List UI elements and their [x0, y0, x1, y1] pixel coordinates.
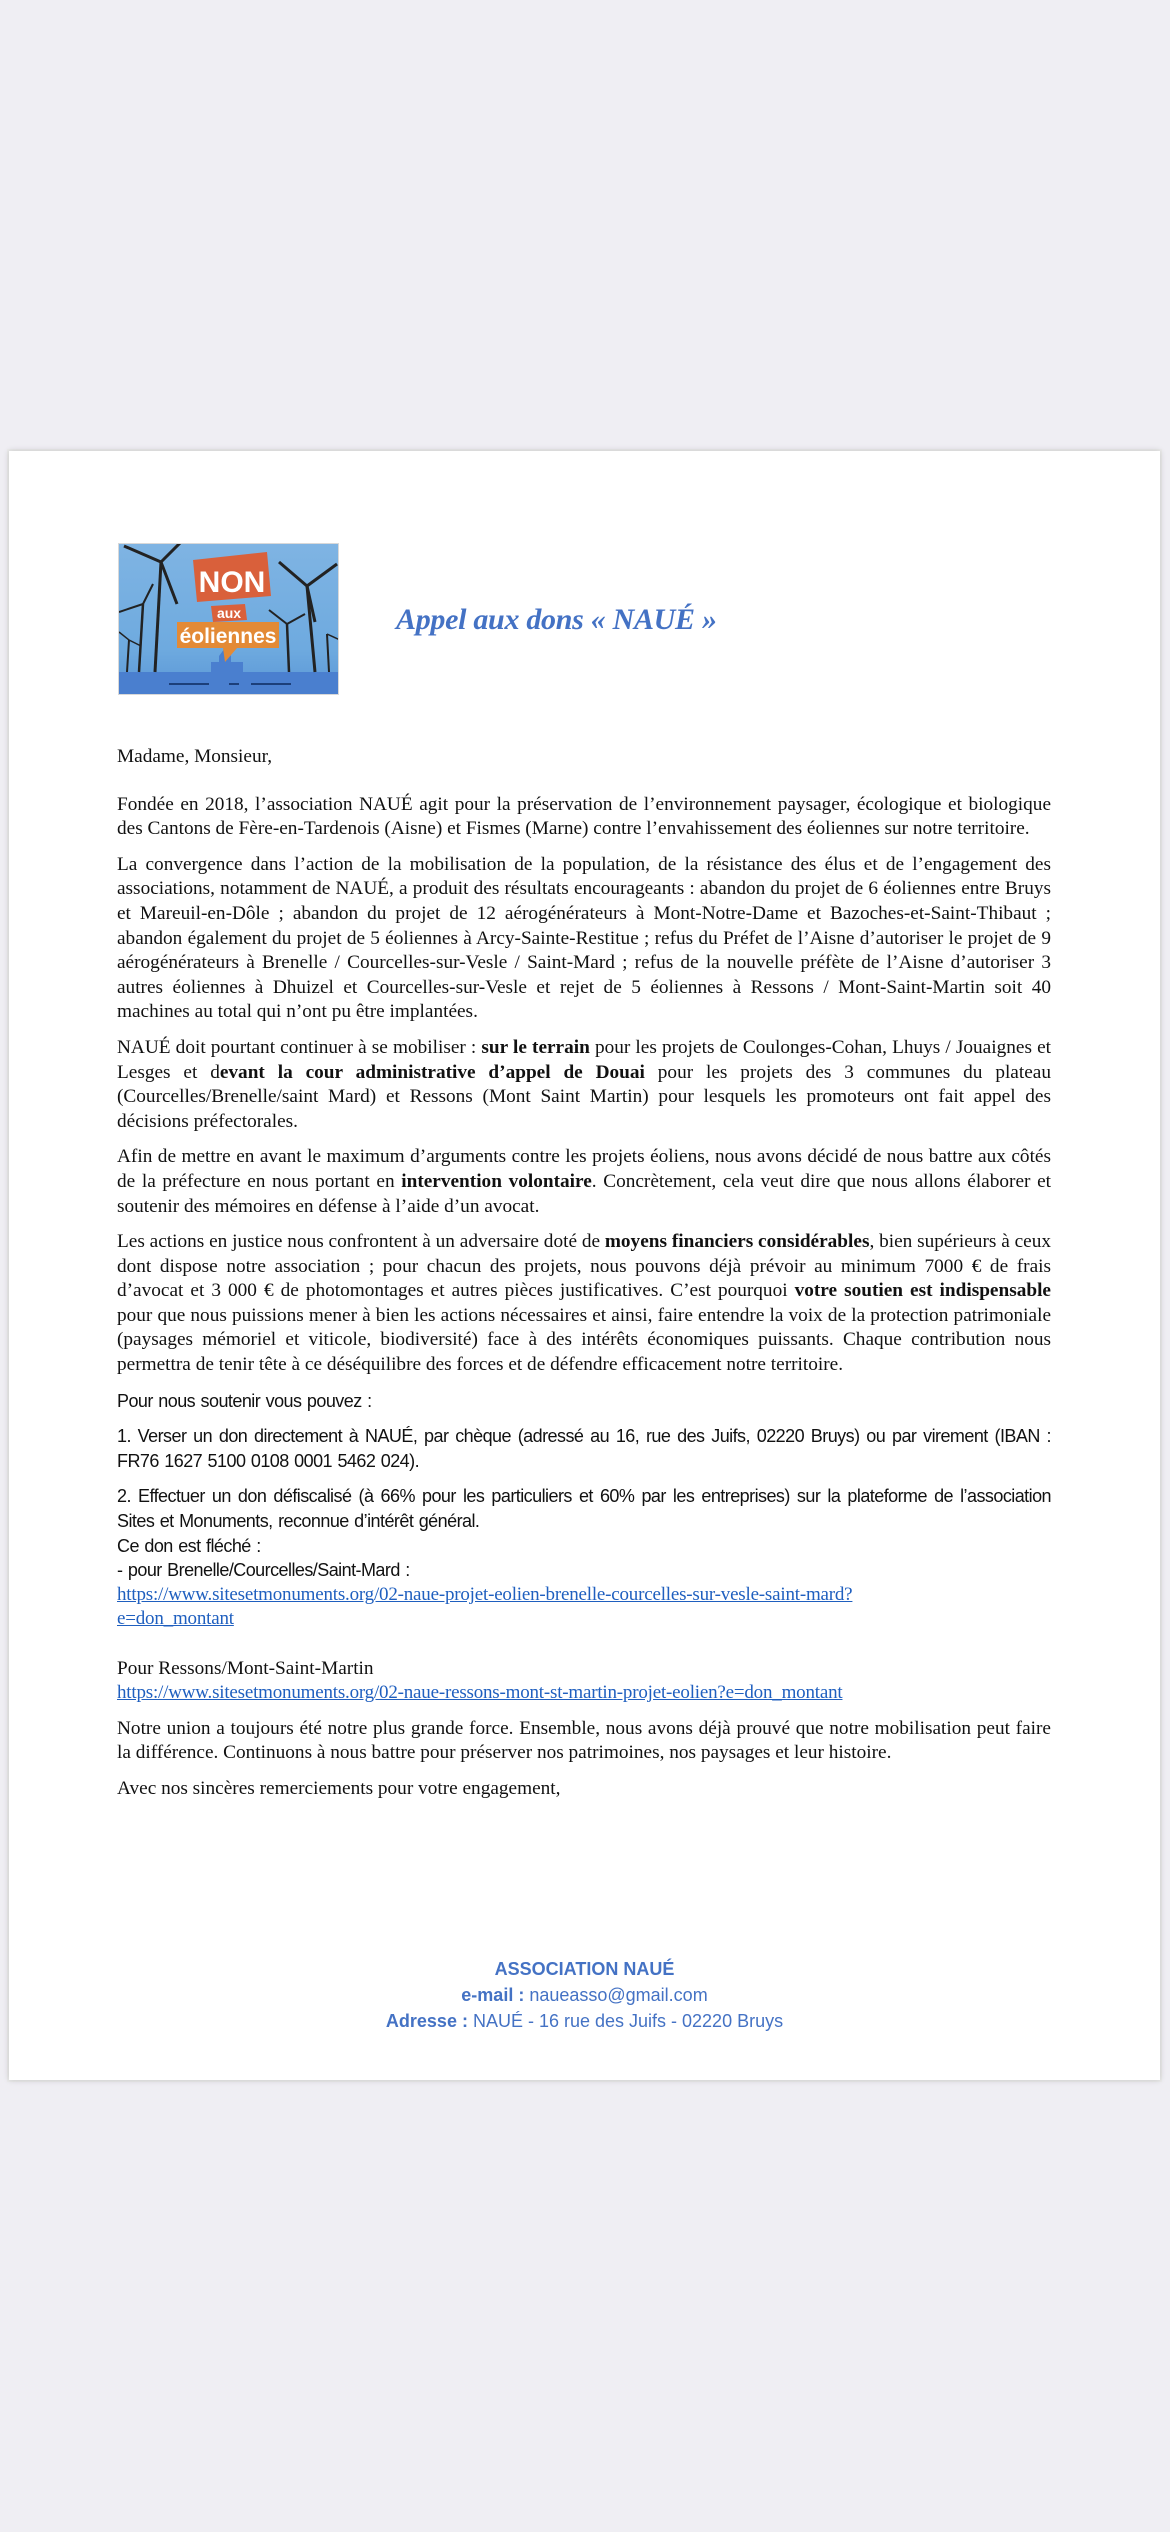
directed-label: Ce don est fléché :	[117, 1535, 261, 1556]
email-address[interactable]: naueasso@gmail.com	[524, 1985, 708, 2005]
paragraph-financial-needs: Les actions en justice nous confrontent à un adversaire doté de moyens financiers considérables, bien supérieurs à ceux dont dispose notre association ; pour chacun des projets, nous pouvons déjà prévoir au minimum 7000 € de frais d’avocat et 3 000 € de photomontages et autres pièces justificatives. C’est pourquoi votre soutien est indispensable pour que nous puissions mener à bien les actions nécessaires et ainsi, faire entendre la voix de la protection patrimoniale (paysages mémoriel et viticole, biodiversité) face à des intérêts économiques puissants. Chaque contribution nous permettra de tenir tête à ce déséquilibre des forces et de défendre efficacement notre territoire.	[117, 1231, 1051, 1376]
support-option-defiscalise-text: 2. Effectuer un don défiscalisé (à 66% pour les particuliers et 60% par les entreprises) sur la plateforme de l’association Sites et Monuments, reconnue d’intérêt général.	[117, 1486, 1051, 1532]
brenelle-donation-link[interactable]: https://www.sitesetmonuments.org/02-naue-projet-eolien-brenelle-courcelles-sur-vesle-saint-mard? e=don_montant	[117, 1583, 853, 1630]
svg-text:aux: aux	[216, 605, 242, 621]
footer-address: Adresse : NAUÉ - 16 rue des Juifs - 02220 Bruys	[385, 2011, 784, 2031]
letter-header	[118, 543, 1058, 695]
letter-footer	[9, 1956, 1160, 2034]
support-intro: Pour nous soutenir vous pouvez :	[117, 1390, 372, 1411]
svg-text:éoliennes: éoliennes	[179, 625, 277, 648]
signoff: Avec nos sincères remerciements pour votre engagement,	[117, 1777, 561, 1799]
support-option-defiscalise	[117, 1484, 1051, 1705]
footer-email: e-mail : naueasso@gmail.com	[461, 1985, 708, 2005]
paragraph-mobilisation: NAUÉ doit pourtant continuer à se mobiliser : sur le terrain pour les projets de Coulonges-Cohan, Lhuys / Jouaignes et Lesges et devant la cour administrative d’appel de Douai pour les projets des 3 communes du plateau (Courcelles/Brenelle/saint Mard) et Ressons (Mont Saint Martin) pour lesquels les promoteurs ont fait appel des décisions préfectorales.	[117, 1036, 1051, 1132]
paragraph-intervention: Afin de mettre en avant le maximum d’arguments contre les projets éoliens, nous avons décidé de nous battre aux côtés de la préfecture en nous portant en intervention volontaire. Concrètement, cela veut dire que nous allons élaborer et soutenir des mémoires en défense à l’aide d’un avocat.	[117, 1146, 1051, 1217]
wind-turbine-protest-logo-icon	[119, 544, 339, 695]
paragraph-results: La convergence dans l’action de la mobilisation de la population, de la résistance des élus et de l’engagement des associations, notamment de NAUÉ, a produit des résultats encourageants : abandon du projet de 6 éoliennes entre Bruys et Mareuil-en-Dôle ; abandon du projet de 12 aérogénérateurs à Mont-Notre-Dame et Bazoches-et-Saint-Thibaut ; abandon également du projet de 5 éoliennes à Arcy-Sainte-Restitue ; refus du Préfet de l’Aisne d’autoriser le projet de 9 aérogénérateurs à Brenelle / Courcelles-sur-Vesle / Saint-Mard ; refus de la nouvelle préfète de l’Aisne d’autoriser 3 autres éoliennes à Dhuizel et Courcelles-sur-Vesle et rejet de 5 éoliennes à Ressons / Mont-Saint-Martin soit 40 machines au total qui n’ont pu être implantées.	[117, 853, 1051, 1023]
document-page	[9, 451, 1160, 2080]
svg-text:NON: NON	[198, 566, 266, 599]
ressons-label: Pour Ressons/Mont-Saint-Martin	[117, 1657, 374, 1679]
spacer	[117, 1632, 1051, 1657]
greeting: Madame, Monsieur,	[117, 746, 273, 767]
footer-org-name: ASSOCIATION NAUÉ	[494, 1959, 675, 1979]
brenelle-label: - pour Brenelle/Courcelles/Saint-Mard :	[117, 1560, 410, 1581]
non-aux-eoliennes-logo	[118, 543, 339, 695]
ressons-donation-link[interactable]: https://www.sitesetmonuments.org/02-naue-ressons-mont-st-martin-projet-eolien?e=don_montant	[117, 1682, 843, 1704]
page-title: Appel aux dons « NAUÉ »	[396, 603, 717, 636]
paragraph-closing: Notre union a toujours été notre plus grande force. Ensemble, nous avons déjà prouvé que notre mobilisation peut faire la différence. Continuons à nous battre pour préserver nos patrimoines, nos paysages et leur histoire.	[117, 1717, 1051, 1764]
paragraph-founding: Fondée en 2018, l’association NAUÉ agit pour la préservation de l’environnement paysager, écologique et biologique des Cantons de Fère-en-Tardenois (Aisne) et Fismes (Marne) contre l’envahissement des éoliennes sur notre territoire.	[117, 793, 1051, 840]
support-option-cheque: 1. Verser un don directement à NAUÉ, par chèque (adressé au 16, rue des Juifs, 02220 Bruys) ou par virement (IBAN : FR76 1627 5100 0108 0001 5462 024).	[117, 1426, 1051, 1471]
letter-body	[117, 745, 1051, 1813]
